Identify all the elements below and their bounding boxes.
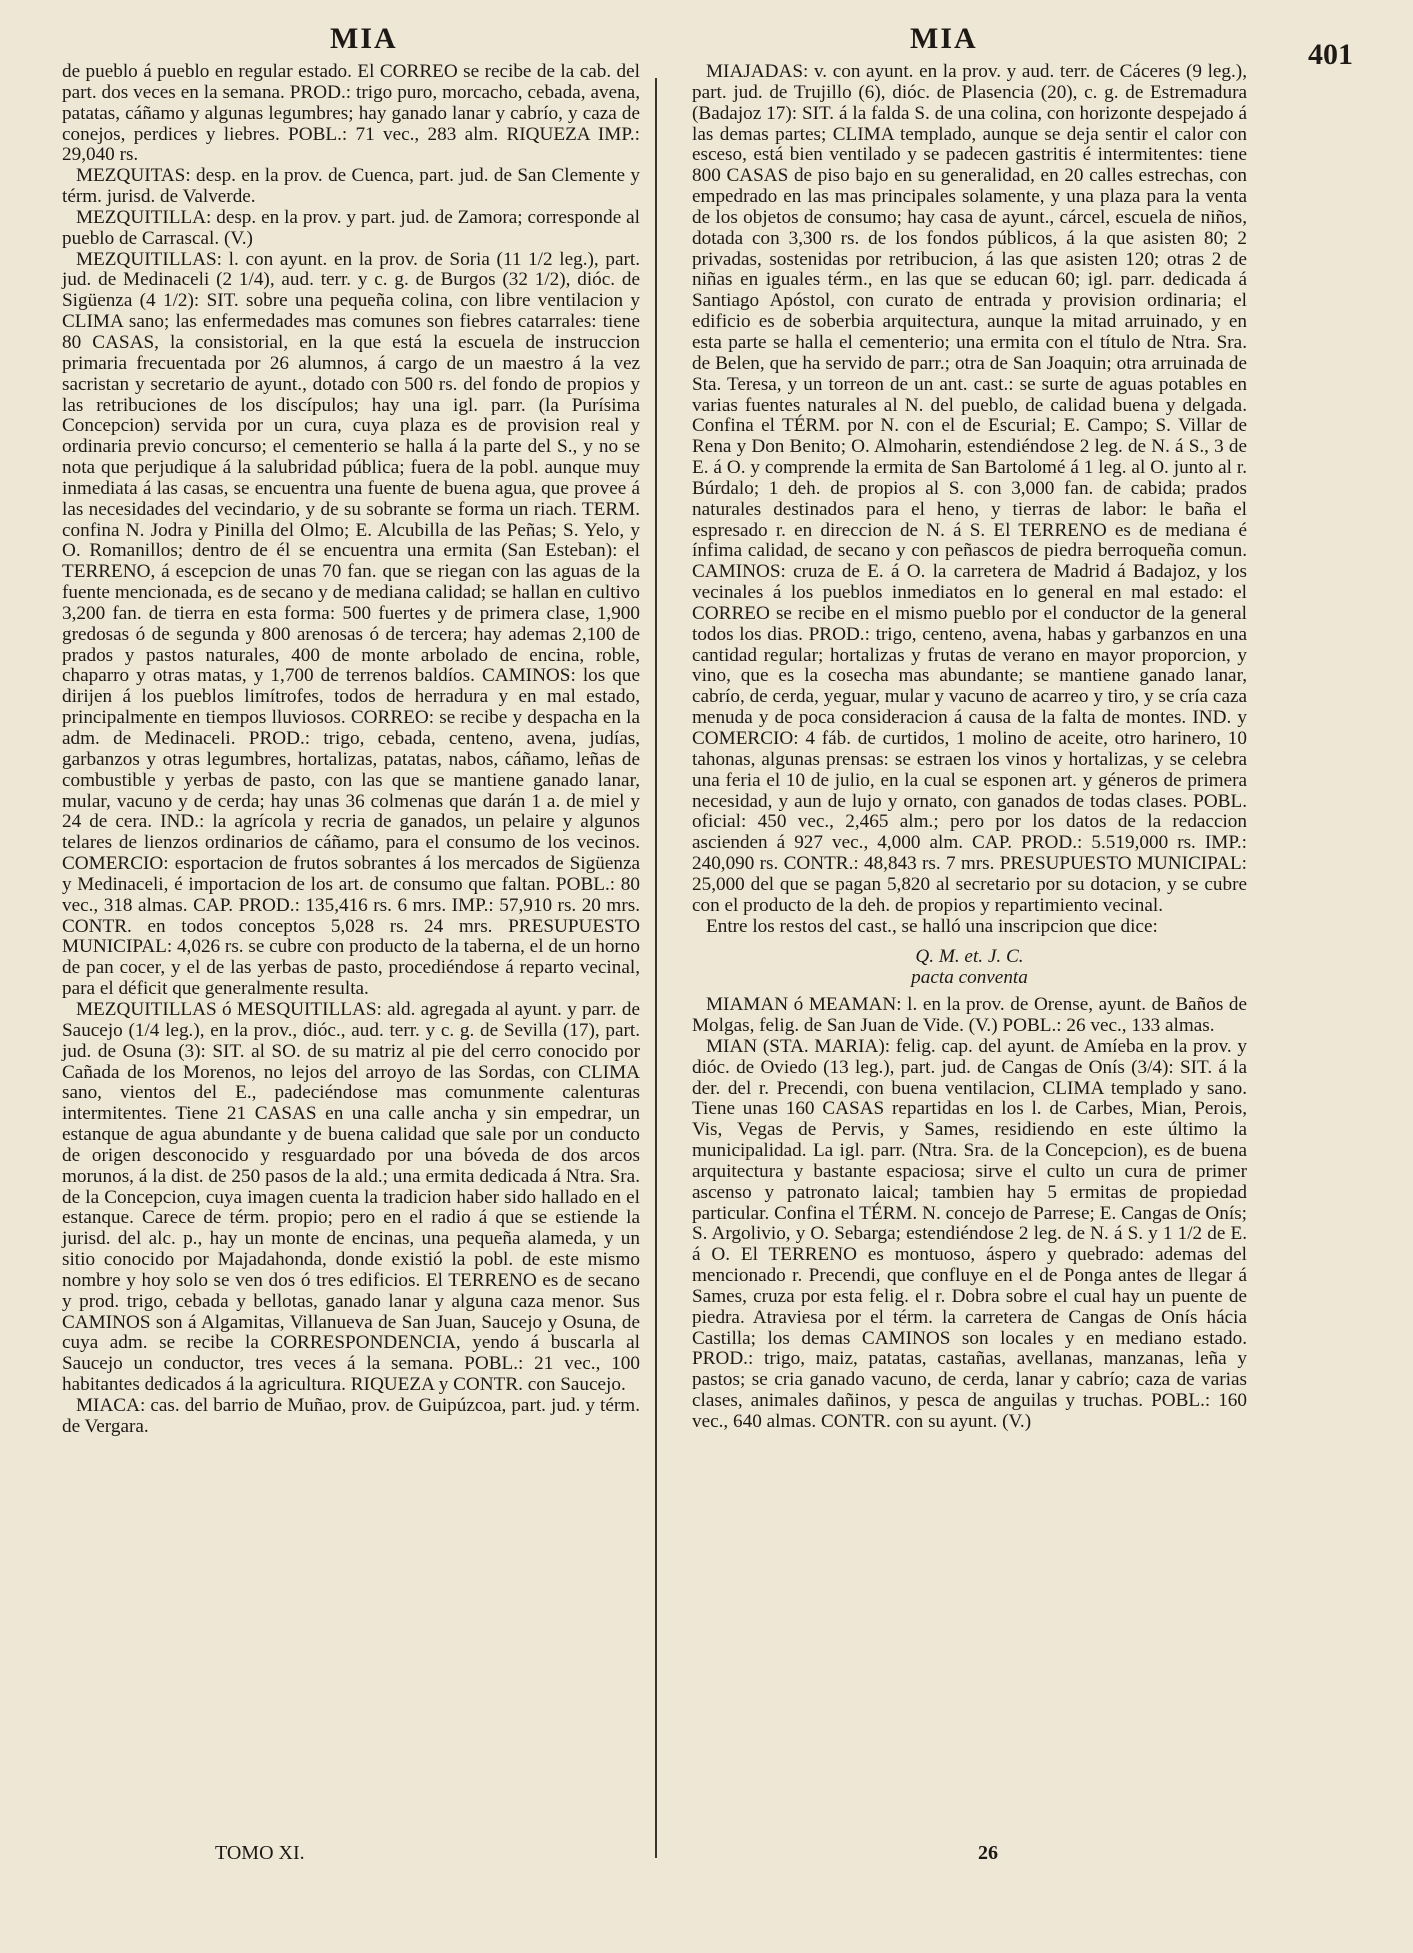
- running-head-right: MIA: [910, 22, 978, 55]
- entry-miaman: MIAMAN ó MEAMAN: l. en la prov. de Orense, ayunt. de Baños de Molgas, felig. de San Juan de Vide. (V.) POBL.: 26 vec., 133 almas.: [692, 994, 1247, 1036]
- entry-miaca: MIACA: cas. del barrio de Muñao, prov. de Guipúzcoa, part. jud. y térm. de Vergara.: [62, 1395, 640, 1437]
- entry-mezquitillas-sevilla: MEZQUITILLAS ó MESQUITILLAS: ald. agregada al ayunt. y parr. de Saucejo (1/4 leg.), en la prov., dióc., aud. terr. y c. g. de Sevilla (17), part. jud. de Osuna (3): SIT. al SO. de su matriz al pie del cerro conocido por Cañada de los Morenos, no lejos del arroyo de las Sordas, con CLIMA sano, vientos del E., padeciéndose mas comunmente calenturas intermitentes. Tiene 21 CASAS en una calle ancha y sin empedrar, un estanque de agua abundante y de buena calidad que sale por un conducto de origen desconocido y resguardado por una bóveda de dos arcos morunos, á la dist. de 250 pasos de la ald.; una ermita dedicada á Ntra. Sra. de la Concepcion, cuya imagen cuenta la tradicion haber sido hallado en el estanque. Carece de térm. propio; pero en el radio á que se estiende la jurisd. del alc. p., hay un monte de encinas, una pequeña alameda, y un sitio conocido por Majadahonda, donde existió la pobl. de este mismo nombre y hoy solo se ven dos ó tres edificios. El TERRENO es de secano y prod. trigo, cebada y bellotas, ganado lanar y alguna caza menor. Sus CAMINOS son á Algamitas, Villanueva de San Juan, Saucejo y Osuna, de cuya adm. se recibe la CORRESPONDENCIA, yendo á buscarla al Saucejo un conductor, tres veces á la semana. POBL.: 21 vec., 100 habitantes dedicados á la agricultura. RIQUEZA y CONTR. con Saucejo.: [62, 998, 640, 1396]
- column-divider: [655, 78, 657, 1858]
- inscription-line-2: pacta conventa: [911, 967, 1028, 989]
- entry-mezquitillas-soria: MEZQUITILLAS: l. con ayunt. en la prov. de Soria (11 1/2 leg.), part. jud. de Medinaceli (2 1/4), aud. terr. y c. g. de Burgos (32 1/2), dióc. de Sigüenza (4 1/2): SIT. sobre una pequeña colina, con libre ventilacion y CLIMA sano; las enfermedades mas comunes son fiebres catarrales: tiene 80 CASAS, la consistorial, en la que está la escuela de instruccion primaria frecuentada por 26 alumnos, á cargo de un maestro á la vez sacristan y secretario de ayunt., dotado con 500 rs. del fondo de propios y las retribuciones de los discípulos; hay una igl. parr. (la Purísima Concepcion) servida por un cura, cuya plaza es de provision real y ordinaria previo concurso; el cementerio se halla á la parte del S., y no se nota que perjudique á la salubridad pública; fuera de la pobl. aunque muy inmediata á las casas, se encuentra una fuente de buena agua, que provee á las necesidades del vecindario, y de su sobrante se forma un riach. TERM. confina N. Jodra y Pinilla del Olmo; E. Alcubilla de las Peñas; S. Yelo, y O. Romanillos; dentro de él se encuentra una ermita (San Esteban): el TERRENO, á escepcion de unas 70 fan. que se riegan con las aguas de la fuente mencionada, es de secano y de mediana calidad; se hallan en cultivo 3,200 fan. de tierra en esta forma: 500 fuertes y de primera clase, 1,900 gredosas ó de segunda y 800 arenosas ó de tercera; hay ademas 2,100 de prados y pastos naturales, 400 de monte arbolado de encina, roble, chaparro y otras matas, y 1,700 de terrenos baldíos. CAMINOS: los que dirijen á los pueblos limítrofes, todos de herradura y en mal estado, principalmente en tiempos lluviosos. CORREO: se recibe y despacha en la adm. de Medinaceli. PROD.: trigo, cebada, centeno, avena, judías, garbanzos y otras legumbres, hortalizas, patatas, nabos, cáñamo, leñas de combustible y yerbas de pasto, con las que se mantiene ganado lanar, mular, vacuno y de cerda; hay unas 36 colmenas que darán 1 a. de miel y 24 de cera. IND.: la agrícola y recria de ganados, un pelaire y algunos telares de lienzos ordinarios de cáñamo, para el consumo de los vecinos. COMERCIO: esportacion de frutos sobrantes á los mercados de Sigüenza y Medinaceli, é importacion de los art. de consumo que faltan. POBL.: 80 vec., 318 almas. CAP. PROD.: 135,416 rs. 6 mrs. IMP.: 57,910 rs. 20 mrs. CONTR. en todos conceptos 5,028 rs. 24 mrs. PRESUPUESTO MUNICIPAL: 4,026 rs. se cubre con producto de la taberna, el de un horno de pan cocer, y el de las yerbas de pasto, procediéndose á reparto vecinal, para el déficit que generalmente resulta.: [62, 248, 640, 1000]
- inscription-line-1: Q. M. et. J. C.: [915, 946, 1024, 968]
- running-head-left: MIA: [330, 22, 398, 55]
- signature-mark: 26: [978, 1842, 998, 1864]
- entry-mezquitilla: MEZQUITILLA: desp. en la prov. y part. jud. de Zamora; corresponde al pueblo de Carrascal. (V.): [62, 206, 640, 249]
- entry-miajadas: MIAJADAS: v. con ayunt. en la prov. y aud. terr. de Cáceres (9 leg.), part. jud. de Trujillo (6), dióc. de Plasencia (20), c. g. de Estremadura (Badajoz 17): SIT. á la falda S. de una colina, con horizonte despejado á las demas partes; CLIMA templado, aunque se deja sentir el calor con esceso, está bien ventilado y se padecen gastritis é intermitentes: tiene 800 CASAS de piso bajo en su generalidad, en 20 calles estrechas, con empedrado en las mas principales solamente, y una plaza para la venta de los objetos de consumo; hay casa de ayunt., cárcel, escuela de niños, dotada con 3,300 rs. de los fondos públicos, á la que asisten 80; 2 privadas, sostenidas por retribucion, á las que asisten 120; otras 2 de niñas en iguales térm., en las que se educan 60; igl. parr. dedicada á Santiago Apóstol, con curato de entrada y provision ordinaria; el edificio es de soberbia arquitectura, aunque la mitad arruinado, y en esta parte se halla el cementerio; una ermita con el título de Ntra. Sra. de Belen, que ha servido de parr.; otra de San Joaquin; otra arruinada de Sta. Teresa, y un torreon de un ant. cast.: se surte de aguas potables en varias fuentes naturales al N. del pueblo, de calidad buena y delgada. Confina el TÉRM. por N. con el de Escurial; E. Campo; S. Villar de Rena y Don Benito; O. Almoharin, estendiéndose 2 leg. de N. á S., 3 de E. á O. y comprende la ermita de San Bartolomé á 1 leg. al O. junto al r. Búrdalo; 1 deh. de propios al S. con 3,000 fan. de cabida; prados naturales destinados para el heno, y tierras de labor: le baña el espresado r. en direccion de N. á S. El TERRENO es de mediana é ínfima calidad, de secano y con peñascos de piedra berroqueña comun. CAMINOS: cruza de E. á O. la carretera de Madrid á Badajoz, y los vecinales á los pueblos inmediatos en lo general en mal estado: el CORREO se recibe en el mismo pueblo por el conductor de la general todos los dias. PROD.: trigo, centeno, avena, habas y garbanzos en una cantidad regular; hortalizas y frutas de verano en mayor proporcion, y vino, que es la cosecha mas abundante; se mantiene ganado lanar, cabrío, de cerda, yeguar, mular y vacuno de acarreo y tiro, y se cría caza menuda y de poca consideracion á causa de la falta de montes. IND. y COMERCIO: 4 fáb. de curtidos, 1 molino de aceite, otro harinero, 10 tahonas, algunas prensas: se estraen los vinos y hortalizas, y se celebra una feria el 10 de julio, en la cual se esponen art. y géneros de primera necesidad, y aun de lujo y ornato, con ganados de todas clases. POBL. oficial: 450 vec., 2,465 alm.; pero por los datos de la redaccion ascienden á 927 vec., 4,000 alm. CAP. PROD.: 5.519,000 rs. IMP.: 240,090 rs. CONTR.: 48,843 rs. 7 mrs. PRESUPUESTO MUNICIPAL: 25,000 del que se pagan 5,820 al secretario por su dotacion, y se cubre con el producto de la deh. de propios y repartimiento vecinal.: [692, 61, 1247, 916]
- entry-mezquitas: MEZQUITAS: desp. en la prov. de Cuenca, part. jud. de San Clemente y térm. jurisd. de Valverde.: [62, 165, 640, 208]
- volume-footer: TOMO XI.: [215, 1842, 305, 1864]
- right-column: [692, 62, 1247, 1433]
- entry-continuation: de pueblo á pueblo en regular estado. El CORREO se recibe de la cab. del part. dos veces en la semana. PROD.: trigo puro, morcacho, cebada, avena, patatas, cáñamo y algunas legumbres; hay ganado lanar y cabrío, y caza de conejos, perdices y liebres. POBL.: 71 vec., 283 alm. RIQUEZA IMP.: 29,040 rs.: [62, 61, 640, 166]
- entry-inscription-intro: Entre los restos del cast., se halló una inscripcion que dice:: [706, 915, 1158, 937]
- entry-mian: MIAN (STA. MARIA): felig. cap. del ayunt. de Amíeba en la prov. y dióc. de Oviedo (13 leg.), part. jud. de Cangas de Onís (3/4): SIT. á la der. del r. Precendi, con buena ventilacion, CLIMA templado y sano. Tiene unas 160 CASAS repartidas en los l. de Carbes, Mian, Perois, Vis, Vegas de Pervis, y Sames, residiendo en este último la municipalidad. La igl. parr. (Ntra. Sra. de la Concepcion), es de buena arquitectura y bastante espaciosa; sirve el culto un cura de primer ascenso y patronato laical; tambien hay 5 ermitas de propiedad particular. Confina el TÉRM. N. concejo de Parrese; E. Cangas de Onís; S. Argolivio, y O. Sebarga; estendiéndose 2 leg. de N. á S. y 1 1/2 de E. á O. El TERRENO es montuoso, áspero y quebrado: ademas del mencionado r. Precendi, que confluye en el de Ponga antes de llegar á Sames, cruza por esta felig. el r. Dobra sobre el cual hay un puente de piedra. Atraviesa por el térm. la carretera de Cangas de Onís hácia Castilla; los demas CAMINOS son locales y en mediano estado. PROD.: trigo, maiz, patatas, castañas, avellanas, manzanas, leña y pastos; se cria ganado vacuno, de cerda, lanar y cabrío; caza de varias clases, animales dañinos, y pesca de anguilas y truchas. POBL.: 160 vec., 640 almas. CONTR. con su ayunt. (V.): [692, 1035, 1247, 1432]
- page-number: 401: [1308, 38, 1353, 71]
- left-column: [62, 62, 640, 1438]
